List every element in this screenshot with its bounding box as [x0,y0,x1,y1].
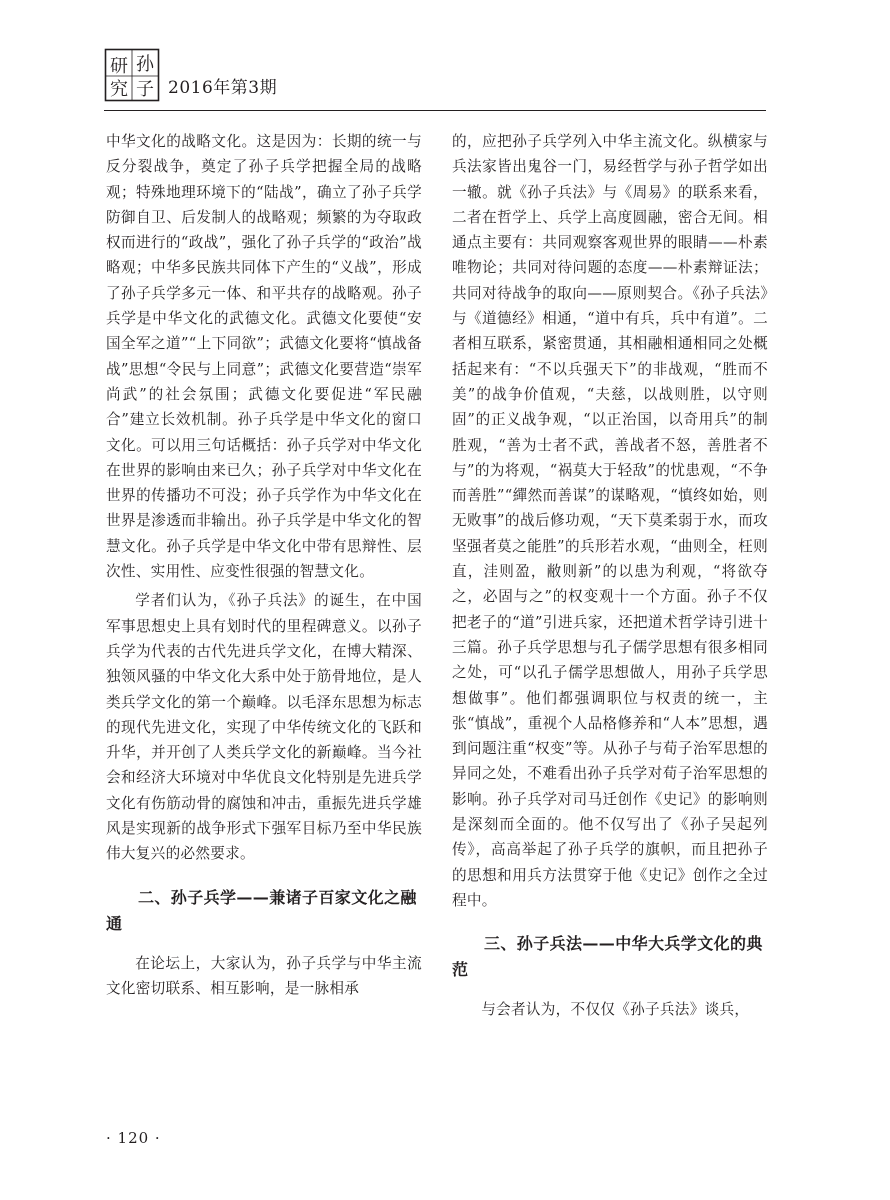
right-column [452,129,768,1139]
paragraph: 在论坛上，大家认为，孙子兵学与中华主流文化密切联系、相互影响，是一脉相承 [106,954,422,997]
running-header [104,48,766,116]
issue-label: 2016年第3期 [168,78,278,98]
paragraph: 的，应把孙子兵学列入中华主流文化。纵横家与兵法家皆出鬼谷一门，易经哲学与孙子哲学如出一辙。就《孙子兵法》与《周易》的联系来看，二者在哲学上、兵学上高度圆融，密合无间。相通点主要有：共同观察客观世界的眼睛——朴素唯物论；共同对待问题的态度——朴素辩证法；共同对待战争的取向——原则契合。《孙子兵法》与《道德经》相通，“道中有兵，兵中有道”。二者相互联系，紧密贯通，其相融相通相同之处概括起来有：“不以兵强天下”的非战观，“胜而不美”的战争价值观，“夫慈，以战则胜，以守则固”的正义战争观，“以正治国，以奇用兵”的制胜观，“善为士者不武，善战者不怒，善胜者不与”的为将观，“祸莫大于轻敌”的忧患观，“不争而善胜”“繟然而善谋”的谋略观，“慎终如始，则无败事”的战后修功观，“天下莫柔弱于水，而攻坚强者莫之能胜”的兵形若水观，“曲则全，枉则直，洼则盈，敝则新”的以患为利观，“将欲夺之，必固与之”的权变观十一个方面。孙子不仅把老子的“道”引进兵家，还把道术哲学诗引进十三篇。孙子兵学思想与孔子儒学思想有很多相同之处，可“以孔子儒学思想做人，用孙子兵学思想做事”。他们都强调职位与权责的统一，主张“慎战”，重视个人品格修养和“人本”思想，遇到问题注重“权变”等。从孙子与荀子治军思想的异同之处，不难看出孙子兵学对荀子治军思想的影响。孙子兵学对司马迁创作《史记》的影响则是深刻而全面的。他不仅写出了《孙子吴起列传》，高高举起了孙子兵学的旗帜，而且把孙子的思想和用兵方法贯穿于他《史记》创作之全过程中。 [452,133,768,909]
section-heading: 二、孙子兵学——兼诸子百家文化之融通 [106,887,417,933]
paragraph: 学者们认为，《孙子兵法》的诞生，在中国军事思想史上具有划时代的里程碑意义。以孙子兵学为代表的古代先进兵学文化，在博大精深、独领风骚的中华文化大系中处于筋骨地位，是人类兵学文化的第一个巅峰。以毛泽东思想为标志的现代先进文化，实现了中华传统文化的飞跃和升华，并开创了人类兵学文化的新巅峰。当今社会和经济大环境对中华优良文化特别是先进兵学文化有伤筋动骨的腐蚀和冲击，重振先进兵学雄风是实现新的战争形式下强军目标乃至中华民族伟大复兴的必然要求。 [106,592,422,863]
header-rule [104,110,766,111]
svg-text:子: 子 [136,79,154,100]
paragraph: 中华文化的战略文化。这是因为：长期的统一与反分裂战争，奠定了孙子兵学把握全局的战略观；特殊地理环境下的“陆战”，确立了孙子兵学防御自卫、后发制人的战略观；频繁的为夺取政权而进行的“政战”，强化了孙子兵学的“政治”战略观；中华多民族共同体下产生的“义战”，形成了孙子兵学多元一体、和平共存的战略观。孙子兵学是中华文化的武德文化。武德文化要使“安国全军之道”“上下同欲”；武德文化要将“慎战备战”思想“令民与上同意”；武德文化要营造“崇军尚武”的社会氛围；武德文化要促进“军民融合”建立长效机制。孙子兵学是中华文化的窗口文化。可以用三句话概括：孙子兵学对中华文化在世界的影响由来已久；孙子兵学对中华文化在世界的传播功不可没；孙子兵学作为中华文化在世界是渗透而非输出。孙子兵学是中华文化的智慧文化。孙子兵学是中华文化中带有思辩性、层次性、实用性、应变性很强的智慧文化。 [106,133,422,581]
section-heading: 三、孙子兵法——中华大兵学文化的典范 [452,934,763,980]
svg-text:研: 研 [110,56,128,77]
svg-text:究: 究 [110,79,128,100]
paragraph: 与会者认为，不仅仅《孙子兵法》谈兵， [481,1001,750,1019]
svg-text:孙: 孙 [136,54,154,75]
page-number: · 120 · [106,1129,161,1147]
left-column [106,129,422,1139]
journal-logo [104,48,160,102]
